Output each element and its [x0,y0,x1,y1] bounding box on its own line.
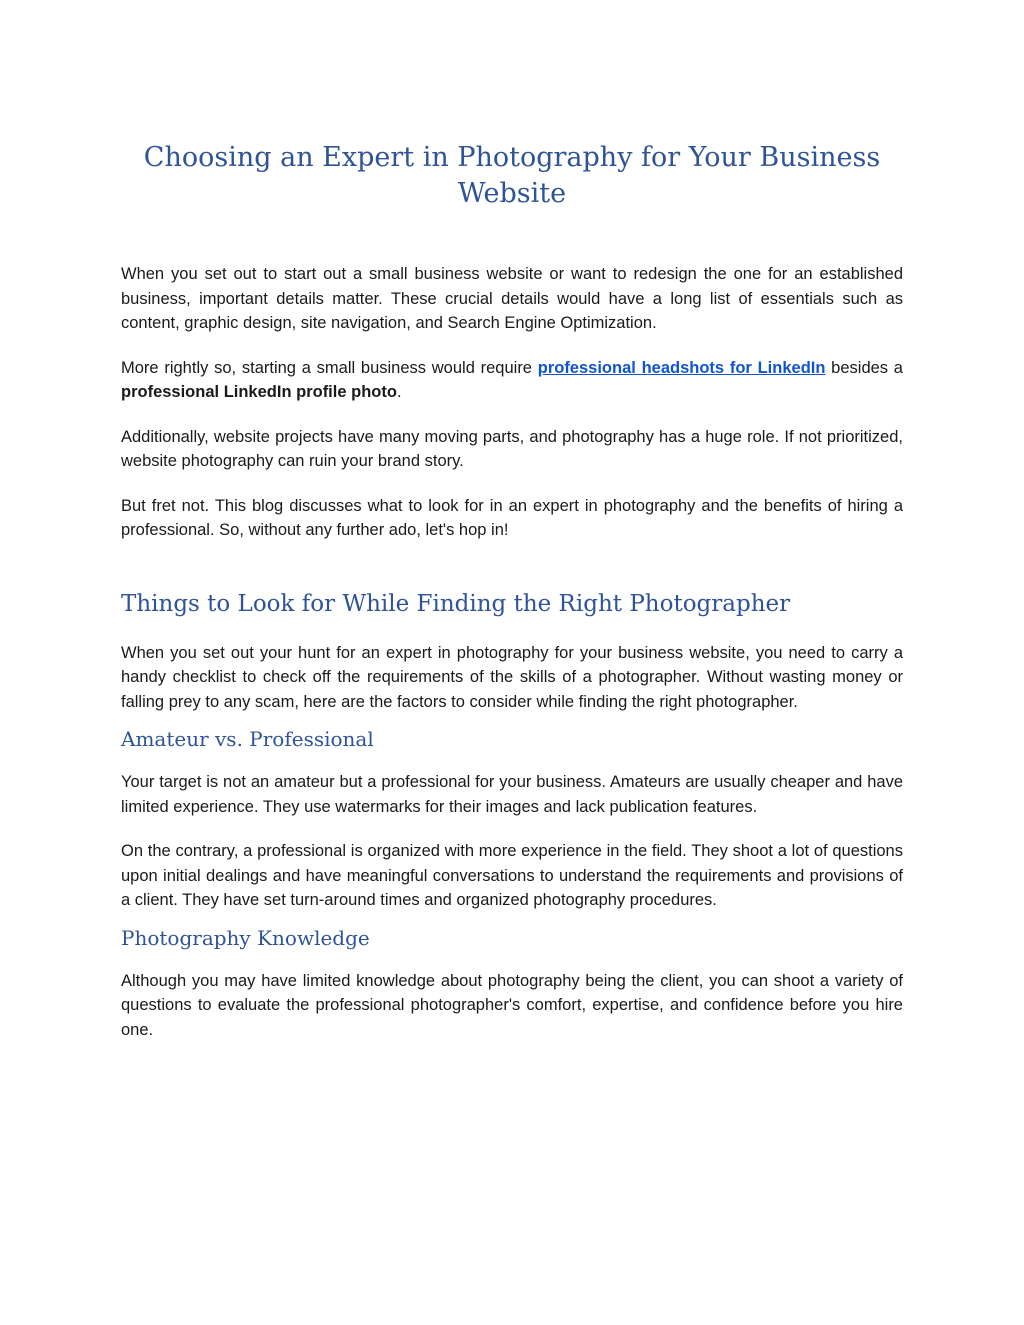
intro-paragraph-2-text-end: . [396,383,402,401]
section-heading-photographer: Things to Look for While Finding the Right Photographer [121,590,791,617]
linkedin-headshots-link[interactable]: professional headshots for LinkedIn [537,358,826,377]
intro-paragraph-2-text-middle: besides a [825,358,903,377]
intro-paragraph-4: But fret not. This blog discusses what to look for in an expert in photography and the benefits of hiring a professional. So, without any further ado, let's hop in! [121,496,903,539]
intro-paragraph-1: When you set out to start out a small business website or want to redesign the one for an established business, important details matter. These crucial details would have a long list of essentials such as content, graphic design, site navigation, and Search Engine Optimization. [121,265,903,332]
document-title: Choosing an Expert in Photography for Your Business Website [143,142,881,209]
knowledge-paragraph-1: Although you may have limited knowledge about photography being the client, you can shoot a variety of questions to evaluate the professional photographer's comfort, expertise, and confidence before you hire one. [121,971,903,1039]
intro-paragraph-2-text-start: More rightly so, starting a small business would require [121,358,538,377]
amateur-paragraph-1: Your target is not an amateur but a professional for your business. Amateurs are usually cheaper and have limited experience. They use watermarks for their images and lack publication features. [121,773,903,816]
amateur-paragraph-2: On the contrary, a professional is organized with more experience in the field. They shoot a lot of questions upon initial dealings and have meaningful conversations to understand the requirements and provisions of a client. They have set turn-around times and organized photography procedures. [121,842,903,909]
linkedin-profile-photo-bold: professional LinkedIn profile photo [121,383,397,401]
document-page [121,140,903,1062]
section-paragraph-1: When you set out your hunt for an expert in photography for your business website, you need to carry a handy checklist to check off the requirements of the skills of a photographer. Without wasting money or falling prey to any scam, here are the factors to consider while finding the right photographer. [121,643,903,711]
subheading-photography-knowledge: Photography Knowledge [121,925,370,950]
intro-paragraph-2 [121,356,903,405]
subheading-amateur-vs-professional: Amateur vs. Professional [121,727,374,751]
intro-paragraph-3: Additionally, website projects have many moving parts, and photography has a huge role. If not prioritized, website photography can ruin your brand story. [121,427,903,470]
